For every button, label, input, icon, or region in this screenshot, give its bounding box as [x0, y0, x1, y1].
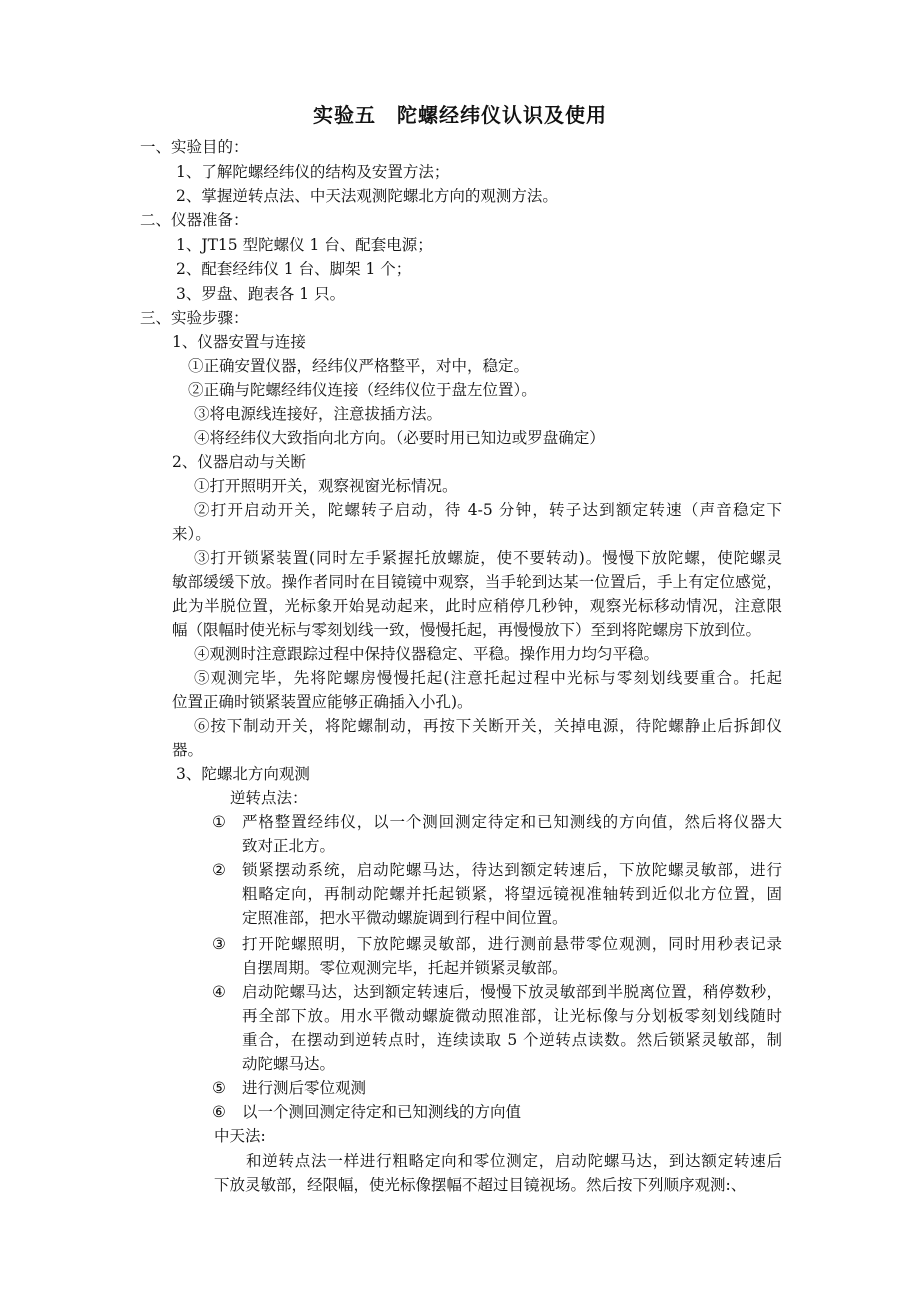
setup-item: ②正确与陀螺经纬仪连接（经纬仪位于盘左位置）。 [188, 381, 537, 399]
setup-item: ③将电源线连接好，注意拔插方法。 [194, 405, 443, 423]
section-heading-purpose: 一、实验目的： [140, 138, 249, 156]
page-title: 实验五 陀螺经纬仪认识及使用 [313, 103, 607, 127]
equipment-item: 1、JT15 型陀螺仪 1 台、配套电源； [176, 236, 433, 254]
purpose-item: 2、掌握逆转点法、中天法观测陀螺北方向的观测方法。 [176, 187, 558, 205]
sub-heading-setup: 1、仪器安置与连接 [172, 333, 306, 351]
paragraph-line: 此为半脱位置，光标象开始晃动起来，此时应稍停几秒钟，观察光标移动情况，注意限 [172, 597, 782, 615]
step-line: 打开陀螺照明，下放陀螺灵敏部，进行测前悬带零位观测，同时用秒表记录 [242, 935, 782, 953]
section-heading-procedure: 三、实验步骤： [140, 309, 249, 327]
step-line: 粗略定向，再制动陀螺并托起锁紧，将望远镜视准轴转到近似北方位置，固 [242, 885, 782, 903]
sub-heading-startup: 2、仪器启动与关断 [172, 453, 306, 471]
paragraph-line: ③打开锁紧装置(同时左手紧握托放螺旋，使不要转动)。慢慢下放陀螺，使陀螺灵 [194, 549, 782, 567]
equipment-item: 3、罗盘、跑表各 1 只。 [176, 285, 346, 303]
paragraph-line: ⑥按下制动开关，将陀螺制动，再按下关断开关，关掉电源，待陀螺静止后拆卸仪 [194, 717, 782, 735]
step-line: 动陀螺马达。 [242, 1055, 336, 1073]
step-number: ⑤ [212, 1079, 226, 1097]
sub-heading-north-observation: 3、陀螺北方向观测 [176, 765, 310, 783]
startup-paragraph [172, 716, 782, 760]
startup-paragraph [172, 500, 782, 544]
transit-method-paragraph [214, 1151, 782, 1195]
method-heading-reversal: 逆转点法： [230, 789, 308, 807]
setup-item: ①正确安置仪器，经纬仪严格整平，对中，稳定。 [188, 357, 530, 375]
step-text [242, 860, 782, 928]
paragraph-line: 和逆转点法一样进行粗略定向和零位测定，启动陀螺马达，到达额定转速后 [246, 1152, 782, 1170]
paragraph-line: 来）。 [172, 525, 211, 543]
step-number: ② [212, 861, 226, 879]
paragraph-line: 敏部缓缓下放。操作者同时在目镜镜中观察，当手轮到达某一位置后，手上有定位感觉， [172, 573, 782, 591]
step-line: 自摆周期。零位观测完毕，托起并锁紧灵敏部。 [242, 959, 568, 977]
startup-paragraph [172, 548, 782, 640]
method-heading-transit: 中天法: [214, 1127, 266, 1145]
step-line: 启动陀螺马达，达到额定转速后，慢慢下放灵敏部到半脱离位置，稍停数秒， [242, 983, 782, 1001]
step-line: 重合，在摆动到逆转点时，连续读取 5 个逆转点读数。然后锁紧灵敏部，制 [242, 1031, 782, 1049]
step-text [242, 934, 782, 978]
purpose-item: 1、了解陀螺经纬仪的结构及安置方法； [176, 163, 450, 181]
startup-paragraph: ①打开照明开关，观察视窗光标情况。 [194, 477, 458, 495]
step-line: 再全部下放。用水平微动螺旋微动照准部，让光标像与分划板零刻划线随时 [242, 1007, 782, 1025]
paragraph-line: 幅（限幅时使光标与零刻划线一致，慢慢托起，再慢慢放下）至到将陀螺房下放到位。 [172, 621, 762, 639]
step-line: 以一个测回测定待定和已知测线的方向值 [242, 1103, 522, 1121]
paragraph-line: ⑤观测完毕，先将陀螺房慢慢托起(注意托起过程中光标与零刻划线要重合。托起 [194, 669, 782, 687]
step-line: 定照准部，把水平微动螺旋调到行程中间位置。 [242, 909, 568, 927]
paragraph-line: 位置正确时锁紧装置应能够正确插入小孔)。 [172, 693, 473, 711]
step-text [242, 812, 782, 856]
equipment-item: 2、配套经纬仪 1 台、脚架 1 个； [176, 260, 412, 278]
step-line: 严格整置经纬仪，以一个测回测定待定和已知测线的方向值，然后将仪器大 [242, 813, 782, 831]
setup-item: ④将经纬仪大致指向北方向。（必要时用已知边或罗盘确定） [194, 429, 605, 447]
step-number: ④ [212, 983, 226, 1001]
step-number: ① [212, 813, 226, 831]
startup-paragraph: ④观测时注意跟踪过程中保持仪器稳定、平稳。操作用力均匀平稳。 [194, 645, 660, 663]
step-text [242, 982, 782, 1074]
paragraph-line: ②打开启动开关，陀螺转子启动，待 4-5 分钟，转子达到额定转速（声音稳定下 [194, 501, 782, 519]
section-heading-equipment: 二、仪器准备： [140, 211, 249, 229]
paragraph-line: 下放灵敏部，经限幅，使光标像摆幅不超过目镜视场。然后按下列顺序观测:、 [214, 1176, 747, 1194]
step-line: 进行测后零位观测 [242, 1079, 367, 1097]
step-line: 锁紧摆动系统，启动陀螺马达，待达到额定转速后，下放陀螺灵敏部，进行 [242, 861, 782, 879]
step-line: 致对正北方。 [242, 837, 336, 855]
startup-paragraph [172, 668, 782, 712]
paragraph-line: 器。 [172, 741, 204, 759]
step-number: ③ [212, 935, 226, 953]
step-number: ⑥ [212, 1103, 226, 1121]
